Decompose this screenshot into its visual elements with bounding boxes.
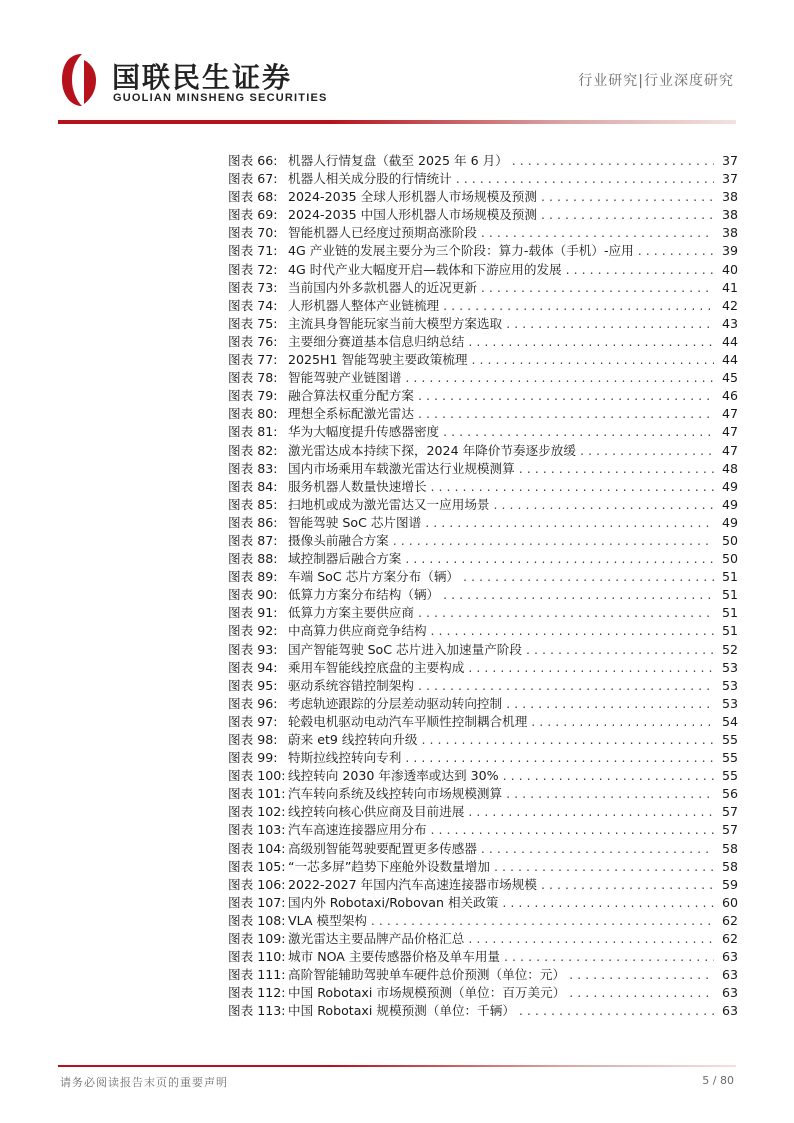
toc-entry[interactable] xyxy=(228,840,738,858)
toc-entry[interactable] xyxy=(228,695,738,713)
toc-entry[interactable] xyxy=(228,1002,738,1020)
toc-entry[interactable] xyxy=(228,604,738,622)
toc-entry-page: 49 xyxy=(721,478,738,494)
toc-entry-page: 46 xyxy=(721,388,738,404)
toc-entry-label: 图表 94: xyxy=(228,659,278,675)
toc-entry-label: 图表 69: xyxy=(228,207,278,223)
toc-entry-title: 2022-2027 年国内汽车高速连接器市场规模 xyxy=(288,876,537,892)
toc-leader-dots xyxy=(418,677,714,695)
toc-entry-label: 图表 102: xyxy=(228,804,286,820)
toc-entry-title: 人形机器人整体产业链梳理 xyxy=(288,297,440,313)
toc-leader-dots xyxy=(481,840,714,858)
toc-entry-title: 国产智能驾驶 SoC 芯片进入加速量产阶段 xyxy=(288,641,522,657)
toc-entry[interactable] xyxy=(228,478,738,496)
toc-leader-dots xyxy=(431,821,714,839)
toc-entry-title: 激光雷达主要品牌产品价格汇总 xyxy=(288,931,465,947)
toc-entry-page: 53 xyxy=(721,677,738,693)
toc-entry[interactable] xyxy=(228,659,738,677)
toc-entry-title: 融合算法权重分配方案 xyxy=(288,388,414,404)
toc-entry-label: 图表 105: xyxy=(228,858,286,874)
toc-entry[interactable] xyxy=(228,568,738,586)
toc-entry-label: 图表 85: xyxy=(228,496,278,512)
toc-entry[interactable] xyxy=(228,731,738,749)
toc-entry-title: 高阶智能辅助驾驶单车硬件总价预测（单位：元） xyxy=(288,967,566,983)
toc-entry-page: 44 xyxy=(721,352,738,368)
toc-entry-page: 54 xyxy=(721,713,738,729)
toc-entry-title: 2024-2035 中国人形机器人市场规模及预测 xyxy=(288,207,537,223)
toc-leader-dots xyxy=(541,188,714,206)
toc-entry-label: 图表 71: xyxy=(228,243,278,259)
toc-leader-dots xyxy=(468,930,714,948)
company-logo xyxy=(60,52,328,112)
toc-entry-title: 2025H1 智能驾驶主要政策梳理 xyxy=(288,352,468,368)
toc-entry-label: 图表 74: xyxy=(228,297,278,313)
toc-leader-dots xyxy=(580,442,714,460)
toc-entry-title: 低算力方案主要供应商 xyxy=(288,605,414,621)
toc-entry[interactable] xyxy=(228,279,738,297)
toc-entry[interactable] xyxy=(228,514,738,532)
toc-entry-page: 53 xyxy=(721,695,738,711)
toc-entry-label: 图表 68: xyxy=(228,189,278,205)
toc-entry-title: 驱动系统容错控制架构 xyxy=(288,677,414,693)
toc-leader-dots xyxy=(502,894,714,912)
page-header xyxy=(0,0,794,130)
toc-entry-label: 图表 109: xyxy=(228,931,286,947)
toc-entry-title: 考虑轨迹跟踪的分层差动驱动转向控制 xyxy=(288,695,503,711)
footer-disclaimer: 请务必阅读报告末页的重要声明 xyxy=(60,1076,228,1089)
toc-entry-label: 图表 88: xyxy=(228,551,278,567)
toc-entry-title: 中国 Robotaxi 规模预测（单位：千辆） xyxy=(288,1003,515,1019)
toc-entry-label: 图表 99: xyxy=(228,750,278,766)
toc-entry-page: 49 xyxy=(721,514,738,530)
toc-leader-dots xyxy=(494,496,715,514)
toc-leader-dots xyxy=(504,948,714,966)
toc-entry[interactable] xyxy=(228,966,738,984)
toc-entry-label: 图表 83: xyxy=(228,460,278,476)
toc-entry-label: 图表 66: xyxy=(228,153,278,168)
toc-leader-dots xyxy=(506,315,714,333)
toc-leader-dots xyxy=(638,242,714,260)
toc-leader-dots xyxy=(418,405,714,423)
toc-entry[interactable] xyxy=(228,803,738,821)
toc-entry[interactable] xyxy=(228,152,738,170)
toc-leader-dots xyxy=(425,514,714,532)
toc-entry-page: 38 xyxy=(721,207,738,223)
toc-entry[interactable] xyxy=(228,242,738,260)
toc-entry-page: 62 xyxy=(721,912,738,928)
toc-leader-dots xyxy=(443,586,714,604)
toc-entry-title: VLA 模型架构 xyxy=(288,912,367,928)
toc-entry-page: 42 xyxy=(721,297,738,313)
toc-entry-label: 图表 76: xyxy=(228,333,278,349)
toc-entry-title: 4G 产业链的发展主要分为三个阶段：算力-载体（手机）-应用 xyxy=(288,243,634,259)
toc-entry-page: 45 xyxy=(721,370,738,386)
toc-entry-title: 2024-2035 全球人形机器人市场规模及预测 xyxy=(288,189,537,205)
toc-entry-label: 图表 95: xyxy=(228,677,278,693)
toc-leader-dots xyxy=(405,369,714,387)
toc-leader-dots xyxy=(371,912,714,930)
toc-entry-page: 51 xyxy=(721,623,738,639)
toc-leader-dots xyxy=(569,966,714,984)
toc-entry[interactable] xyxy=(228,442,738,460)
toc-entry-page: 40 xyxy=(721,261,738,277)
toc-entry[interactable] xyxy=(228,749,738,767)
logo-chinese-name: 国联民生证券 xyxy=(112,61,293,94)
toc-leader-dots xyxy=(569,984,714,1002)
toc-entry-page: 50 xyxy=(721,551,738,567)
toc-entry-title: 主要细分赛道基本信息归纳总结 xyxy=(288,333,465,349)
toc-entry-page: 39 xyxy=(721,243,738,259)
toc-entry-page: 47 xyxy=(721,424,738,440)
toc-leader-dots xyxy=(506,785,714,803)
toc-leader-dots xyxy=(519,1002,714,1020)
toc-entry-page: 63 xyxy=(721,967,738,983)
toc-entry-page: 38 xyxy=(721,189,738,205)
toc-entry-page: 58 xyxy=(721,858,738,874)
toc-entry-label: 图表 87: xyxy=(228,532,278,548)
toc-entry-title: 中国 Robotaxi 市场规模预测（单位：百万美元） xyxy=(288,985,566,1001)
toc-entry-label: 图表 93: xyxy=(228,641,278,657)
toc-leader-dots xyxy=(468,333,714,351)
toc-entry-page: 37 xyxy=(721,171,738,187)
toc-entry-title: 高级别智能驾驶要配置更多传感器 xyxy=(288,840,477,856)
toc-leader-dots xyxy=(468,803,714,821)
toc-entry-page: 37 xyxy=(721,153,738,168)
toc-leader-dots xyxy=(463,568,714,586)
toc-entry-page: 52 xyxy=(721,641,738,657)
toc-leader-dots xyxy=(566,261,714,279)
toc-entry-label: 图表 98: xyxy=(228,732,278,747)
toc-entry-title: 特斯拉线控转向专利 xyxy=(288,750,402,766)
toc-leader-dots xyxy=(512,152,714,170)
toc-entry-label: 图表 111: xyxy=(228,967,286,983)
toc-entry[interactable] xyxy=(228,496,738,514)
toc-entry-page: 55 xyxy=(721,768,738,784)
toc-leader-dots xyxy=(421,731,714,749)
toc-entry-page: 63 xyxy=(721,949,738,965)
toc-entry-label: 图表 86: xyxy=(228,514,278,530)
toc-entry-label: 图表 100: xyxy=(228,768,286,784)
toc-entry[interactable] xyxy=(228,315,738,333)
toc-entry-title: 扫地机或成为激光雷达又一应用场景 xyxy=(288,496,490,512)
toc-entry-title: 华为大幅度提升传感器密度 xyxy=(288,424,440,440)
toc-entry-title: 摄像头前融合方案 xyxy=(288,532,389,548)
toc-leader-dots xyxy=(481,279,714,297)
toc-entry-title: 4G 时代产业大幅度开启—载体和下游应用的发展 xyxy=(288,261,562,277)
toc-entry[interactable] xyxy=(228,984,738,1002)
toc-entry[interactable] xyxy=(228,858,738,876)
logo-mark-icon xyxy=(60,52,104,108)
toc-entry-page: 51 xyxy=(721,605,738,621)
figure-list xyxy=(228,152,738,1021)
toc-entry-page: 49 xyxy=(721,496,738,512)
toc-entry-page: 47 xyxy=(721,406,738,422)
toc-entry-page: 60 xyxy=(721,894,738,910)
toc-entry[interactable] xyxy=(228,405,738,423)
toc-entry-label: 图表 80: xyxy=(228,406,278,422)
toc-entry-label: 图表 103: xyxy=(228,822,286,838)
toc-entry-label: 图表 101: xyxy=(228,786,286,802)
toc-entry[interactable] xyxy=(228,622,738,640)
toc-entry-page: 51 xyxy=(721,587,738,603)
toc-entry-title: 机器人相关成分股的行情统计 xyxy=(288,171,452,187)
toc-entry-title: 智能机器人已经度过预期高涨阶段 xyxy=(288,225,477,241)
toc-leader-dots xyxy=(405,749,714,767)
toc-entry-page: 62 xyxy=(721,931,738,947)
footer-divider xyxy=(58,1065,736,1067)
toc-leader-dots xyxy=(456,170,714,188)
toc-entry[interactable] xyxy=(228,532,738,550)
toc-entry[interactable] xyxy=(228,641,738,659)
toc-entry-title: 线控转向 2030 年渗透率或达到 30% xyxy=(288,768,499,784)
toc-entry-page: 55 xyxy=(721,750,738,766)
toc-entry-title: 当前国内外多款机器人的近况更新 xyxy=(288,279,477,295)
toc-entry[interactable] xyxy=(228,333,738,351)
toc-entry[interactable] xyxy=(228,224,738,242)
toc-entry-page: 57 xyxy=(721,804,738,820)
toc-entry-page: 63 xyxy=(721,1003,738,1019)
toc-entry-title: 轮毂电机驱动电动汽车平顺性控制耦合机理 xyxy=(288,713,528,729)
toc-entry[interactable] xyxy=(228,351,738,369)
toc-entry-title: 激光雷达成本持续下探，2024 年降价节奏逐步放缓 xyxy=(288,442,576,458)
toc-entry-title: 国内外 Robotaxi/Robovan 相关政策 xyxy=(288,894,499,910)
toc-entry[interactable] xyxy=(228,821,738,839)
toc-leader-dots xyxy=(393,532,714,550)
toc-entry[interactable] xyxy=(228,785,738,803)
page-number: 5 / 80 xyxy=(702,1074,734,1087)
toc-entry-title: 汽车转向系统及线控转向市场规模测算 xyxy=(288,786,503,802)
toc-entry-label: 图表 73: xyxy=(228,279,278,295)
toc-entry-label: 图表 72: xyxy=(228,261,278,277)
toc-entry-page: 55 xyxy=(721,732,738,747)
toc-leader-dots xyxy=(531,713,714,731)
toc-entry-title: 机器人行情复盘（截至 2025 年 6 月） xyxy=(288,153,508,168)
toc-entry-title: 国内市场乘用车载激光雷达行业规模测算 xyxy=(288,460,515,476)
toc-entry[interactable] xyxy=(228,930,738,948)
toc-entry-label: 图表 104: xyxy=(228,840,286,856)
toc-entry[interactable] xyxy=(228,876,738,894)
toc-entry-title: 智能驾驶产业链图谱 xyxy=(288,370,402,386)
toc-entry[interactable] xyxy=(228,206,738,224)
toc-entry[interactable] xyxy=(228,297,738,315)
toc-entry-label: 图表 84: xyxy=(228,478,278,494)
header-divider xyxy=(58,120,736,124)
toc-leader-dots xyxy=(481,224,714,242)
toc-entry[interactable] xyxy=(228,586,738,604)
toc-leader-dots xyxy=(443,423,714,441)
toc-entry-page: 43 xyxy=(721,315,738,331)
toc-leader-dots xyxy=(405,550,714,568)
toc-leader-dots xyxy=(431,622,714,640)
toc-entry-title: “一芯多屏”趋势下座舱外设数量增加 xyxy=(288,858,490,874)
toc-entry[interactable] xyxy=(228,894,738,912)
toc-leader-dots xyxy=(418,604,714,622)
toc-entry-title: 理想全系标配激光雷达 xyxy=(288,406,414,422)
toc-leader-dots xyxy=(494,858,714,876)
toc-entry-label: 图表 112: xyxy=(228,985,286,1001)
toc-entry-page: 56 xyxy=(721,786,738,802)
logo-english-name: GUOLIAN MINSHENG SECURITIES xyxy=(113,92,328,104)
toc-entry-title: 线控转向核心供应商及目前进展 xyxy=(288,804,465,820)
toc-entry-page: 58 xyxy=(721,840,738,856)
toc-leader-dots xyxy=(541,876,714,894)
toc-entry-label: 图表 90: xyxy=(228,587,278,603)
toc-entry-label: 图表 82: xyxy=(228,442,278,458)
toc-entry-label: 图表 81: xyxy=(228,424,278,440)
toc-leader-dots xyxy=(431,478,714,496)
toc-entry-title: 主流具身智能玩家当前大模型方案选取 xyxy=(288,315,503,331)
toc-entry-page: 50 xyxy=(721,532,738,548)
toc-entry[interactable] xyxy=(228,188,738,206)
toc-entry-title: 汽车高速连接器应用分布 xyxy=(288,822,427,838)
toc-leader-dots xyxy=(506,695,714,713)
toc-entry-title: 乘用车智能线控底盘的主要构成 xyxy=(288,659,465,675)
toc-entry-title: 蔚来 et9 线控转向升级 xyxy=(288,732,418,747)
toc-entry-title: 中高算力供应商竞争结构 xyxy=(288,623,427,639)
toc-entry-label: 图表 75: xyxy=(228,315,278,331)
toc-leader-dots xyxy=(519,460,714,478)
toc-entry[interactable] xyxy=(228,369,738,387)
toc-entry-label: 图表 107: xyxy=(228,894,286,910)
toc-leader-dots xyxy=(503,767,714,785)
toc-entry-label: 图表 70: xyxy=(228,225,278,241)
toc-entry[interactable] xyxy=(228,677,738,695)
toc-entry-page: 44 xyxy=(721,333,738,349)
toc-entry-page: 63 xyxy=(721,985,738,1001)
toc-entry-page: 41 xyxy=(721,279,738,295)
toc-entry-label: 图表 113: xyxy=(228,1003,286,1019)
toc-entry[interactable] xyxy=(228,912,738,930)
toc-entry-page: 53 xyxy=(721,659,738,675)
toc-entry-page: 57 xyxy=(721,822,738,838)
toc-entry-page: 38 xyxy=(721,225,738,241)
toc-entry-page: 48 xyxy=(721,460,738,476)
toc-entry-label: 图表 67: xyxy=(228,171,278,187)
toc-entry[interactable] xyxy=(228,767,738,785)
toc-entry[interactable] xyxy=(228,423,738,441)
toc-entry-label: 图表 79: xyxy=(228,388,278,404)
toc-entry-label: 图表 96: xyxy=(228,695,278,711)
toc-entry[interactable] xyxy=(228,948,738,966)
toc-leader-dots xyxy=(526,641,714,659)
toc-entry-title: 域控制器后融合方案 xyxy=(288,551,402,567)
toc-entry[interactable] xyxy=(228,550,738,568)
toc-entry[interactable] xyxy=(228,170,738,188)
toc-entry-title: 低算力方案分布结构（辆） xyxy=(288,587,440,603)
toc-entry-label: 图表 91: xyxy=(228,605,278,621)
toc-entry-title: 服务机器人数量快速增长 xyxy=(288,478,427,494)
toc-leader-dots xyxy=(443,297,714,315)
toc-leader-dots xyxy=(471,351,714,369)
toc-entry[interactable] xyxy=(228,713,738,731)
toc-entry-label: 图表 77: xyxy=(228,352,278,368)
toc-entry-page: 47 xyxy=(721,442,738,458)
toc-entry-label: 图表 89: xyxy=(228,569,278,585)
toc-entry-label: 图表 106: xyxy=(228,876,286,892)
toc-entry-label: 图表 97: xyxy=(228,713,278,729)
toc-entry-title: 车端 SoC 芯片方案分布（辆） xyxy=(288,569,460,585)
toc-entry-page: 51 xyxy=(721,569,738,585)
toc-leader-dots xyxy=(468,659,714,677)
toc-entry[interactable] xyxy=(228,387,738,405)
toc-leader-dots xyxy=(418,387,714,405)
toc-entry[interactable] xyxy=(228,460,738,478)
report-category: 行业研究|行业深度研究 xyxy=(578,73,734,89)
toc-entry-label: 图表 92: xyxy=(228,623,278,639)
toc-leader-dots xyxy=(541,206,714,224)
toc-entry-label: 图表 110: xyxy=(228,949,286,965)
toc-entry-title: 城市 NOA 主要传感器价格及单车用量 xyxy=(288,949,501,965)
toc-entry-label: 图表 108: xyxy=(228,912,286,928)
toc-entry-label: 图表 78: xyxy=(228,370,278,386)
toc-entry-title: 智能驾驶 SoC 芯片图谱 xyxy=(288,514,422,530)
toc-entry[interactable] xyxy=(228,261,738,279)
toc-entry-page: 59 xyxy=(721,876,738,892)
